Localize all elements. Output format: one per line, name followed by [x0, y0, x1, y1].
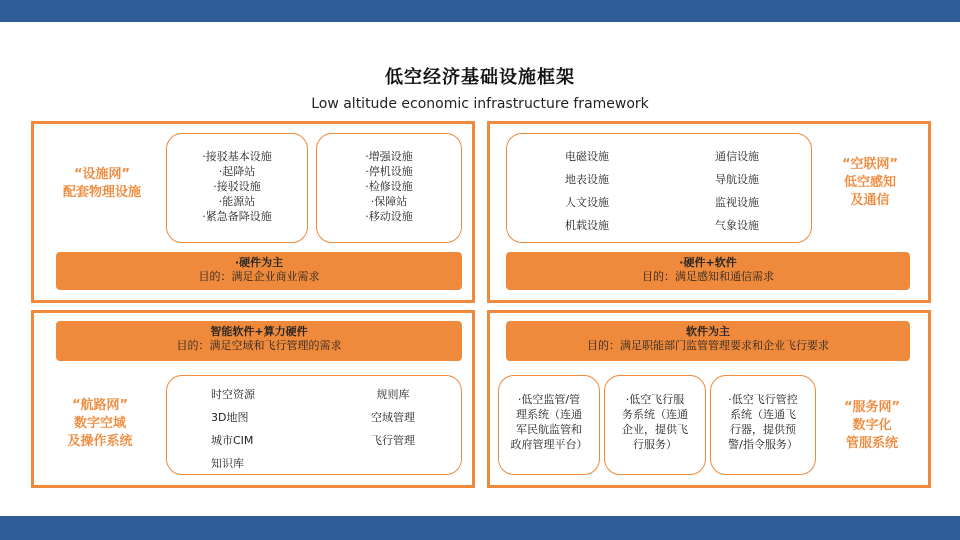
list-item: 军民航监管和 — [516, 423, 582, 436]
bar-text: 目的：满足职能部门监管管理要求和企业飞行要求 — [587, 339, 829, 352]
list-item: 警/指令服务） — [728, 438, 798, 451]
list-item: 系统（连通飞 — [730, 408, 796, 421]
bar-text: 目的：满足企业商业需求 — [198, 270, 320, 283]
list-item: ·移动设施 — [365, 210, 413, 223]
list-item: 导航设施 — [715, 173, 759, 186]
list-item: 气象设施 — [715, 219, 759, 232]
air-network-purpose-bar — [506, 252, 910, 290]
list-item: 城市CIM — [211, 434, 254, 447]
quadrant-service-network — [487, 310, 931, 488]
label-line: “航路网” — [71, 398, 129, 413]
bar-text: 目的：满足感知和通信需求 — [642, 270, 774, 283]
list-item: 人文设施 — [565, 196, 609, 209]
list-item: 监视设施 — [715, 196, 759, 209]
label-line: 低空感知 — [843, 175, 896, 190]
list-item: 机载设施 — [565, 219, 609, 232]
bottom-band — [0, 516, 960, 540]
list-item: ·能源站 — [218, 195, 256, 208]
list-item: 政府管理平台） — [510, 438, 588, 451]
list-item: 理系统（连通 — [516, 408, 582, 421]
list-item: ·接驳设施 — [213, 180, 261, 193]
route-network-purpose-bar — [56, 321, 462, 361]
list-item: ·增强设施 — [365, 150, 413, 163]
list-item: 务系统（连通 — [622, 408, 688, 421]
route-network-col1 — [211, 383, 301, 475]
facility-box-left — [166, 133, 308, 243]
diagram-subtitle: Low altitude economic infrastructure framework — [311, 96, 649, 112]
air-network-col1 — [547, 145, 627, 237]
label-line: 及操作系统 — [67, 434, 133, 449]
bar-title: ·硬件为主 — [234, 256, 284, 269]
list-item: ·起降站 — [218, 165, 256, 178]
list-item: 空域管理 — [371, 411, 415, 424]
diagram-title: 低空经济基础设施框架 — [385, 67, 575, 88]
air-network-col2 — [697, 145, 777, 237]
service-box-flight-control — [710, 375, 816, 475]
label-line: 及通信 — [850, 193, 890, 208]
list-item: 企业，提供飞 — [622, 423, 688, 436]
label-line: 配套物理设施 — [62, 185, 141, 200]
route-network-box — [166, 375, 462, 475]
list-item: 通信设施 — [715, 150, 759, 163]
list-item: 时空资源 — [211, 388, 255, 401]
list-item: 飞行管理 — [371, 434, 415, 447]
list-item: ·检修设施 — [365, 180, 413, 193]
route-network-col2 — [353, 383, 433, 452]
label-line: “空联网” — [841, 157, 899, 172]
bar-text: 目的：满足空域和飞行管理的需求 — [176, 339, 342, 352]
quadrant-facility-network — [31, 121, 475, 303]
list-item: ·低空监管/管 — [517, 393, 581, 406]
list-item: ·低空飞行服 — [625, 393, 685, 406]
bar-title: ·硬件+软件 — [679, 256, 737, 269]
route-network-label — [40, 397, 160, 451]
label-line: 管服系统 — [845, 436, 898, 451]
facility-network-label — [42, 166, 162, 202]
label-line: 数字化 — [852, 418, 892, 433]
list-item: ·紧急备降设施 — [202, 210, 272, 223]
list-item: 地表设施 — [565, 173, 609, 186]
bar-title: 软件为主 — [686, 325, 730, 338]
facility-box-right — [316, 133, 462, 243]
service-box-regulation — [498, 375, 600, 475]
label-line: 数字空域 — [73, 416, 126, 431]
facility-purpose-bar — [56, 252, 462, 290]
service-box-flight-service — [604, 375, 706, 475]
service-network-purpose-bar — [506, 321, 910, 361]
air-network-box — [506, 133, 812, 243]
air-network-label — [820, 156, 920, 210]
bar-title: 智能软件+算力硬件 — [210, 325, 308, 338]
quadrant-air-network — [487, 121, 931, 303]
label-line: “设施网” — [73, 167, 131, 182]
label-line: “服务网” — [843, 400, 901, 415]
list-item: ·低空飞行管控 — [728, 393, 798, 406]
list-item: ·停机设施 — [365, 165, 413, 178]
list-item: 行器，提供预 — [730, 423, 796, 436]
list-item: ·接驳基本设施 — [202, 150, 272, 163]
list-item: 行服务） — [633, 438, 677, 451]
list-item: 知识库 — [211, 457, 244, 470]
list-item: ·保障站 — [370, 195, 408, 208]
list-item: 电磁设施 — [565, 150, 609, 163]
list-item: 3D地图 — [211, 411, 249, 424]
quadrant-route-network — [31, 310, 475, 488]
top-band — [0, 0, 960, 22]
service-network-label — [822, 399, 922, 453]
list-item: 规则库 — [376, 388, 410, 401]
